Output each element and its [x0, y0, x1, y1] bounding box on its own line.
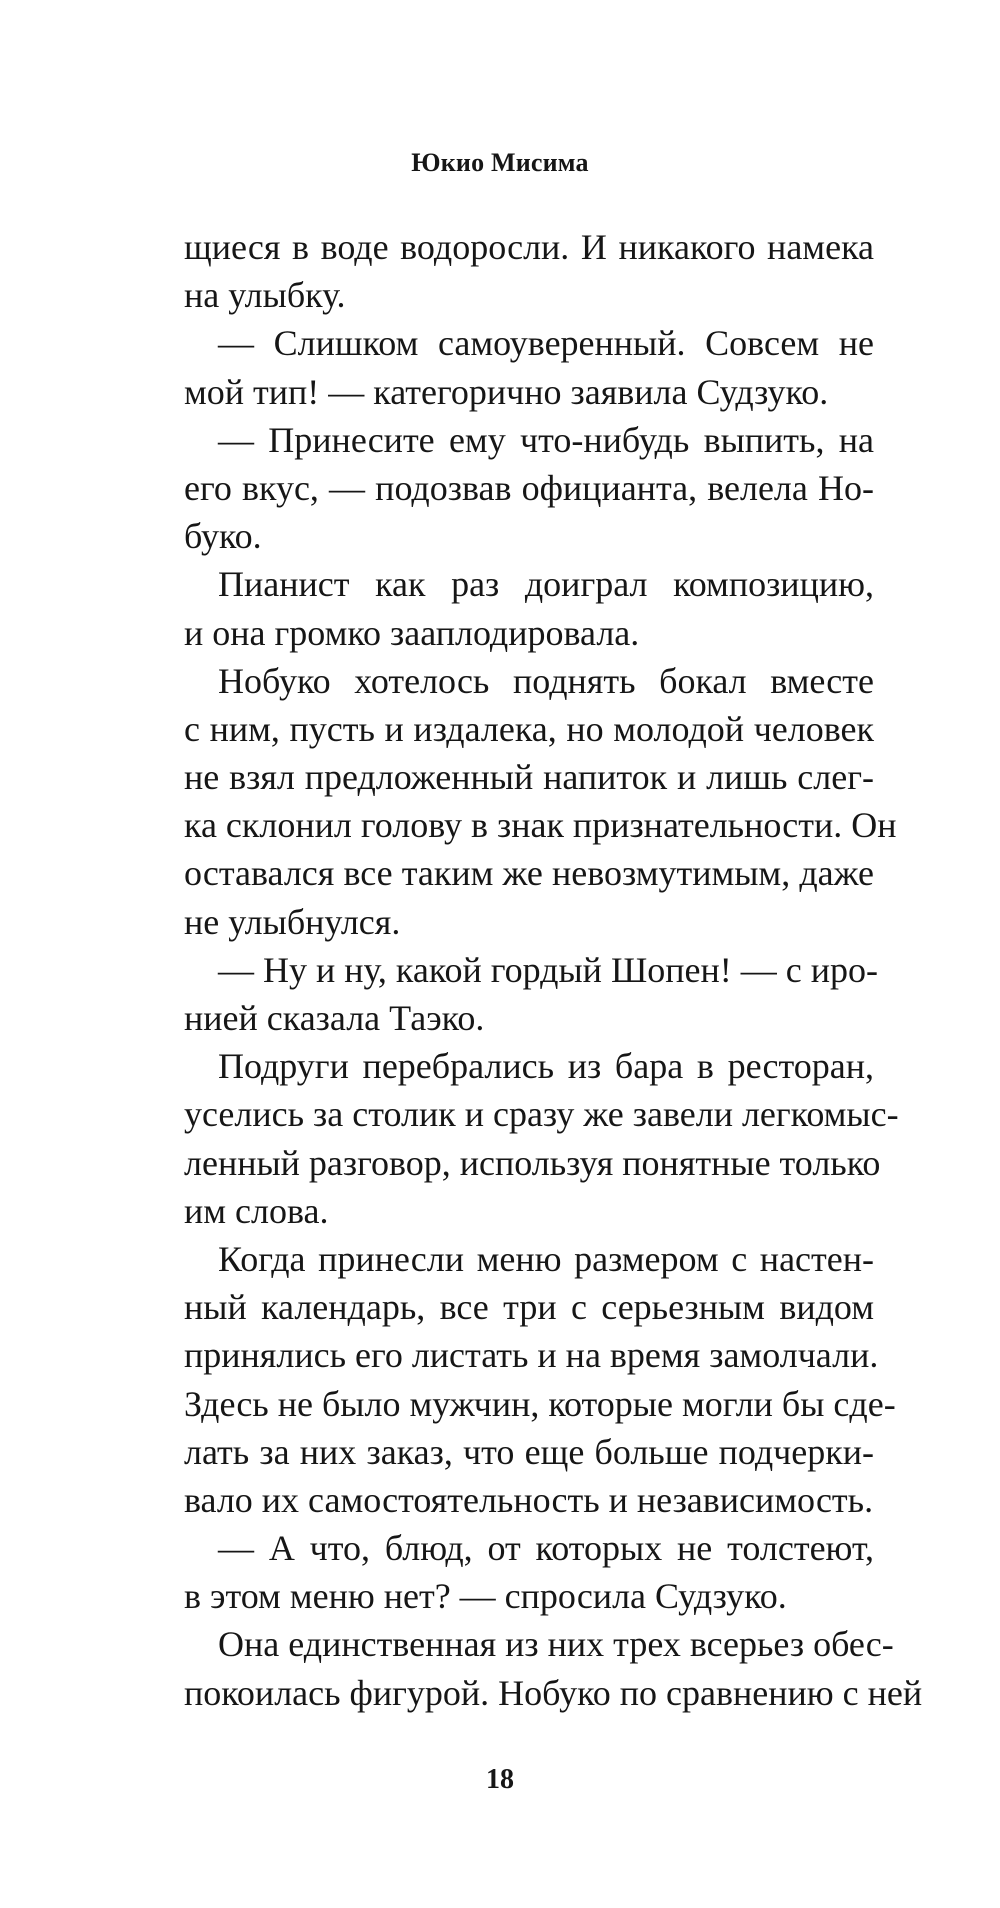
text-line: лать за них заказ, что еще больше подчерки- — [184, 1431, 874, 1472]
text-line: нией сказала Таэко. — [184, 998, 485, 1038]
text-line: Подруги перебрались из бара в ресторан, — [218, 1046, 874, 1087]
text-line: его вкус, — подозвав официанта, велела Но- — [184, 467, 874, 508]
text-line: Она единственная из них трех всерьез обес- — [218, 1624, 894, 1665]
text-line: вало их самостоятельность и независимость. — [184, 1479, 874, 1520]
text-line: в этом меню нет? — спросила Судзуко. — [184, 1576, 787, 1617]
text-line: Пианист как раз доиграл композицию, — [218, 564, 874, 605]
text-line: Здесь не было мужчин, которые могли бы сде- — [184, 1383, 896, 1424]
text-line: им слова. — [184, 1190, 329, 1231]
text-line: на улыбку. — [184, 275, 346, 316]
text-line: — Принесите ему что-нибудь выпить, на — [218, 419, 874, 460]
text-line: уселись за столик и сразу же завели легкомыс- — [184, 1094, 899, 1135]
text-line: с ним, пусть и издалека, но молодой человек — [184, 708, 874, 749]
text-line: и она громко зааплодировала. — [184, 612, 640, 653]
text-line: буко. — [184, 516, 262, 557]
text-line: оставался все таким же невозмутимым, даже — [184, 853, 874, 894]
text-line: Нобуко хотелось поднять бокал вместе — [218, 660, 874, 701]
text-line: щиеся в воде водоросли. И никакого намека — [184, 227, 874, 267]
page-number: 18 — [486, 1764, 514, 1795]
text-line: не улыбнулся. — [184, 901, 401, 942]
text-line: — Слишком самоуверенный. Совсем не — [218, 323, 874, 364]
text-line: ленный разговор, используя понятные только — [184, 1142, 881, 1183]
text-line: принялись его листать и на время замолчали. — [184, 1335, 879, 1376]
text-line: мой тип! — категорично заявила Судзуко. — [184, 371, 829, 412]
text-line: ка склонил голову в знак признательности. Он — [184, 805, 897, 846]
running-header-author: Юкио Мисима — [411, 148, 589, 177]
text-line: — Ну и ну, какой гордый Шопен! — с иро- — [218, 949, 878, 990]
text-line: — А что, блюд, от которых не толстеют, — [218, 1528, 874, 1569]
text-line: ный календарь, все три с серьезным видом — [184, 1287, 874, 1328]
body-text — [184, 223, 923, 1717]
text-line: покоилась фигурой. Нобуко по сравнению с ней — [184, 1672, 923, 1713]
text-line: не взял предложенный напиток и лишь слег- — [184, 757, 874, 798]
text-line: Когда принесли меню размером с настен- — [218, 1238, 874, 1279]
